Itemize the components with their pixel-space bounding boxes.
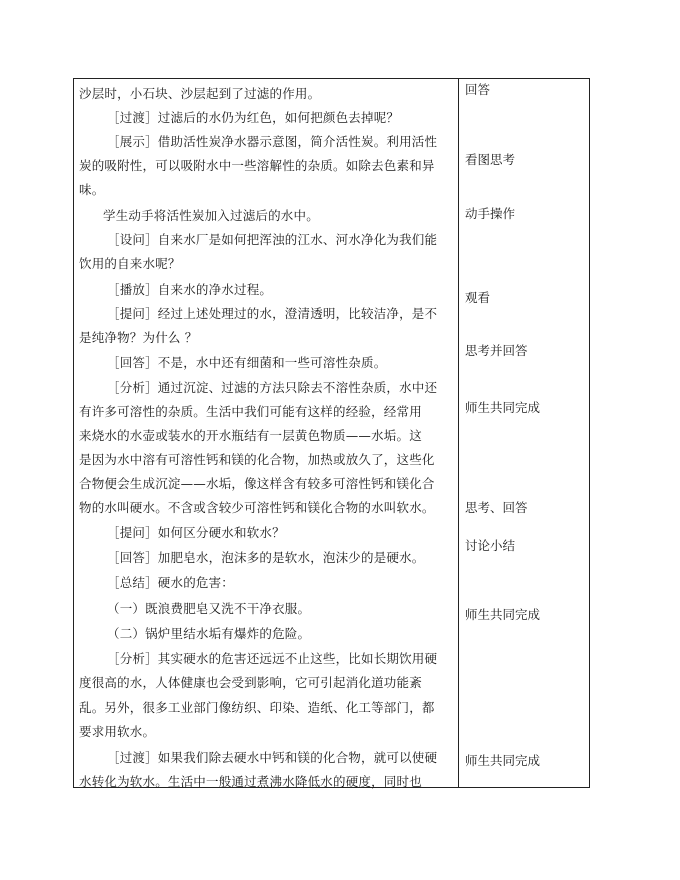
text-line: ［过渡］如果我们除去硬水中钙和镁的化合物，就可以使硬 — [107, 750, 438, 765]
text-line: 来烧水的水壶或装水的开水瓶结有一层黄色物质——水垢。这 — [79, 428, 422, 443]
text-line: 合物便会生成沉淀——水垢，像这样含有较多可溶性钙和镁化合 — [79, 476, 435, 491]
text-line: （一）既浪费肥皂又洗不干净衣服。 — [107, 601, 311, 616]
text-line: 有许多可溶性的杂质。生活中我们可能有这样的经验，经常用 — [79, 404, 422, 419]
text-line: ［播放］自来水的净水过程。 — [107, 282, 273, 297]
activity-note: 讨论小结 — [465, 538, 516, 553]
column-divider — [458, 78, 459, 788]
activity-note: 回答 — [465, 82, 491, 97]
text-line: ［回答］加肥皂水，泡沫多的是软水，泡沫少的是硬水。 — [107, 550, 425, 565]
text-line: 要求用软水。 — [79, 724, 156, 739]
text-line: 饮用的自来水呢？ — [79, 256, 181, 271]
text-line: ［分析］其实硬水的危害还远远不止这些，比如长期饮用硬 — [107, 651, 438, 666]
activity-note: 师生共同完成 — [465, 607, 541, 622]
activity-note: 观看 — [465, 290, 491, 305]
text-line: 度很高的水，人体健康也会受到影响，它可引起消化道功能紊 — [79, 675, 422, 690]
text-line: ［过渡］过滤后的水仍为红色，如何把颜色去掉呢？ — [107, 110, 400, 125]
activity-note: 师生共同完成 — [465, 400, 541, 415]
text-line: 味。 — [79, 182, 105, 197]
activity-note: 师生共同完成 — [465, 753, 541, 768]
text-line: 物的水叫硬水。不含或含较少可溶性钙和镁化合物的水叫软水。 — [79, 500, 435, 515]
activity-note: 思考、回答 — [465, 500, 528, 515]
text-line: 乱。另外，很多工业部门像纺织、印染、造纸、化工等部门，都 — [79, 700, 435, 715]
activity-note: 思考并回答 — [465, 343, 528, 358]
text-line: 沙层时，小石块、沙层起到了过滤的作用。 — [79, 86, 321, 101]
text-line: ［展示］借助活性炭净水器示意图，简介活性炭。利用活性 — [107, 134, 438, 149]
activity-note: 动手操作 — [465, 206, 516, 221]
text-line: ［分析］通过沉淀、过滤的方法只除去不溶性杂质，水中还 — [107, 380, 438, 395]
text-line: ［提问］如何区分硬水和软水？ — [107, 525, 285, 540]
text-line: ［设问］自来水厂是如何把浑浊的江水、河水净化为我们能 — [107, 232, 438, 247]
text-line: ［回答］不是，水中还有细菌和一些可溶性杂质。 — [107, 355, 387, 370]
text-line: （二）锅炉里结水垢有爆炸的危险。 — [107, 626, 311, 641]
activity-note: 看图思考 — [465, 152, 516, 167]
text-line: 水转化为软水。生活中一般通过煮沸水降低水的硬度，同时也 — [79, 774, 422, 789]
text-line: ［提问］经过上述处理过的水，澄清透明，比较洁净，是不 — [107, 306, 438, 321]
text-line: 是纯净物？为什么 ？ — [79, 330, 198, 345]
text-line: 炭的吸附性，可以吸附水中一些溶解性的杂质。如除去色素和异 — [79, 158, 435, 173]
text-line: ［总结］硬水的危害： — [107, 575, 235, 590]
text-line: 学生动手将活性炭加入过滤后的水中。 — [103, 208, 319, 223]
text-line: 是因为水中溶有可溶性钙和镁的化合物，加热或放久了，这些化 — [79, 452, 435, 467]
